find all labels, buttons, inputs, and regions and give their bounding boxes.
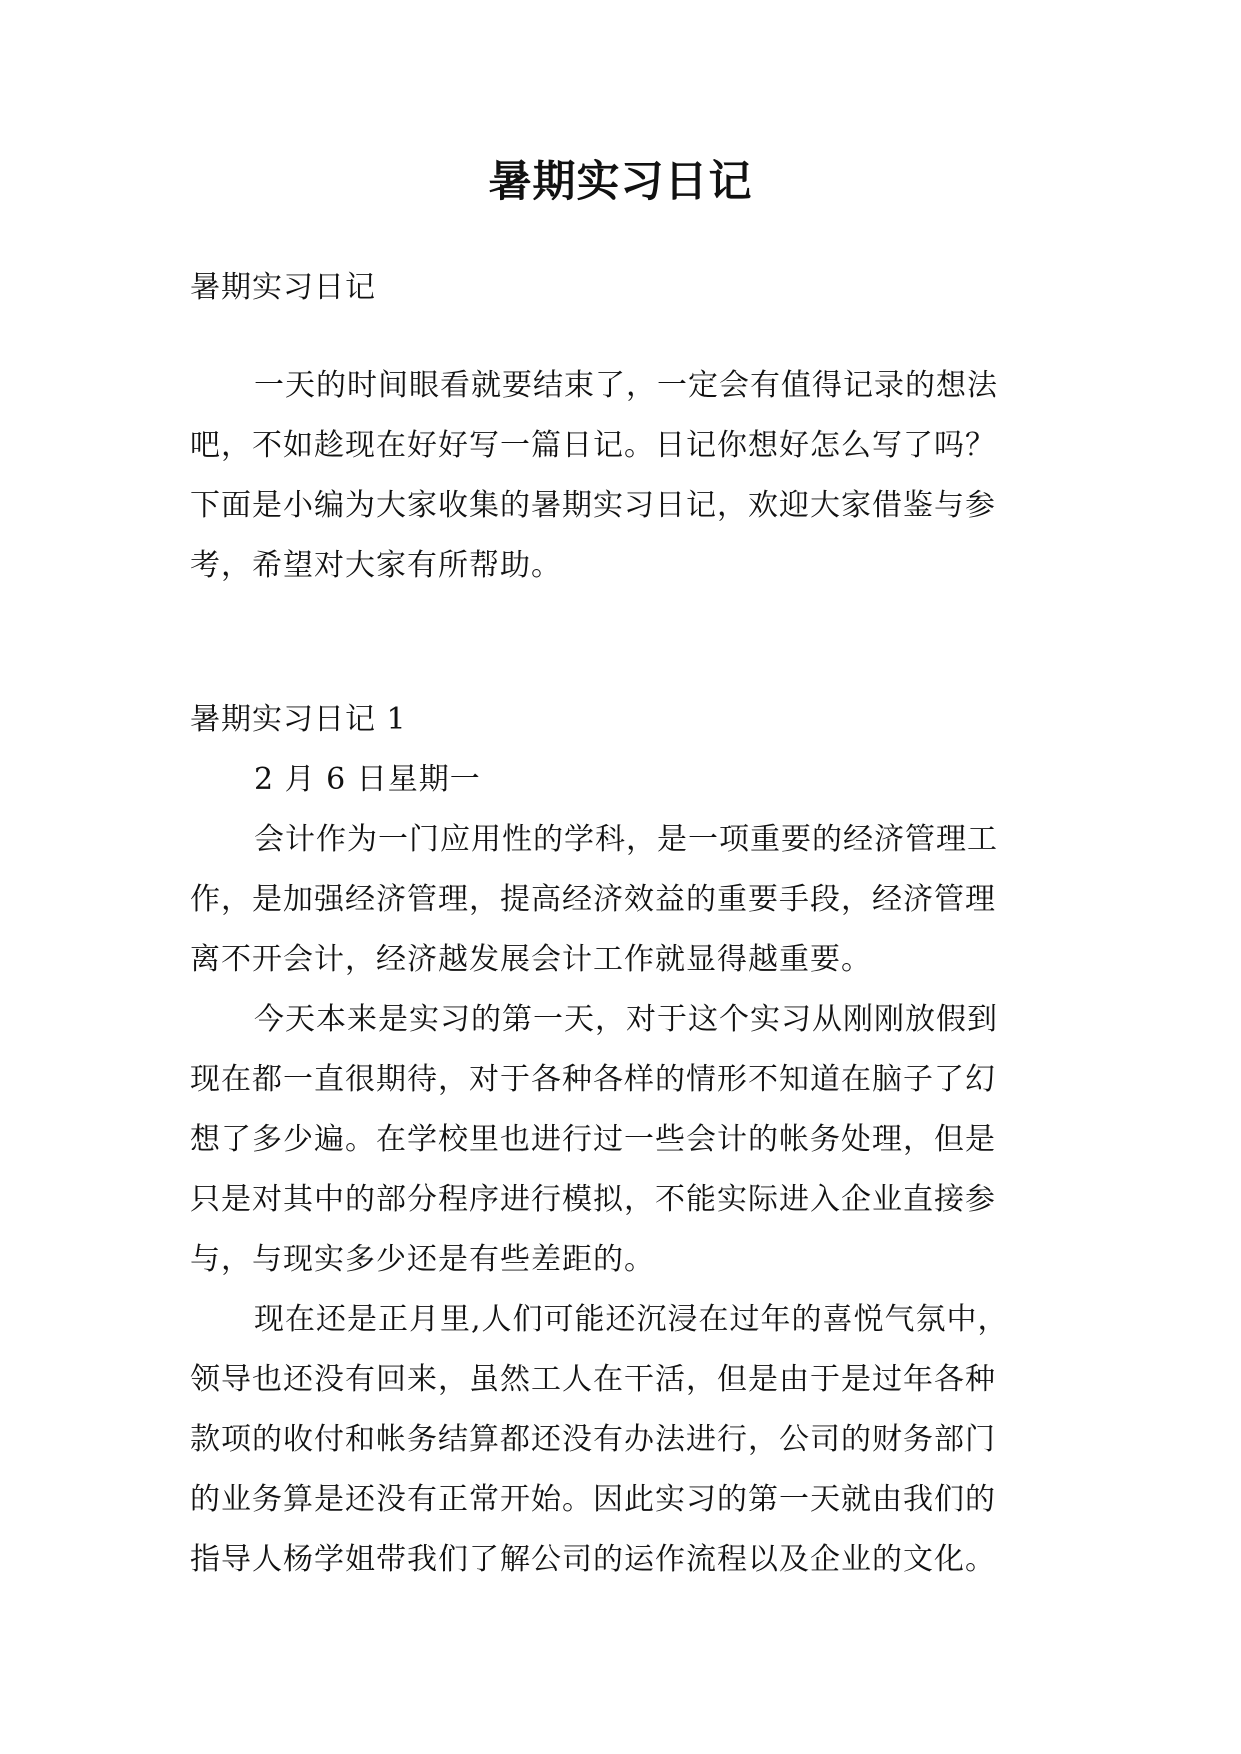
subtitle-line: 暑期实习日记 bbox=[190, 270, 376, 305]
paragraph-line: 考，希望对大家有所帮助。 bbox=[190, 548, 562, 583]
paragraph-line: 想了多少遍。在学校里也进行过一些会计的帐务处理，但是 bbox=[190, 1122, 996, 1157]
section-heading-line: 暑期实习日记 1 bbox=[190, 702, 407, 737]
paragraph-3 bbox=[190, 1290, 1060, 1590]
paragraph-line: 会计作为一门应用性的学科，是一项重要的经济管理工 bbox=[254, 822, 998, 857]
date-text: 2 月 6 日星期一 bbox=[254, 762, 481, 797]
paragraph-line: 与，与现实多少还是有些差距的。 bbox=[190, 1242, 655, 1277]
intro-paragraph bbox=[190, 356, 1060, 596]
paragraph-line: 吧，不如趁现在好好写一篇日记。日记你想好怎么写了吗？ bbox=[190, 428, 996, 463]
paragraph-line: 款项的收付和帐务结算都还没有办法进行，公司的财务部门 bbox=[190, 1422, 996, 1457]
paragraph-line: 今天本来是实习的第一天，对于这个实习从刚刚放假到 bbox=[254, 1002, 998, 1037]
document-subtitle bbox=[190, 258, 1060, 318]
paragraph-line: 现在都一直很期待，对于各种各样的情形不知道在脑子了幻 bbox=[190, 1062, 996, 1097]
paragraph-line: 指导人杨学姐带我们了解公司的运作流程以及企业的文化。 bbox=[190, 1542, 996, 1577]
paragraph-line: 只是对其中的部分程序进行模拟，不能实际进入企业直接参 bbox=[190, 1182, 996, 1217]
paragraph-2 bbox=[190, 990, 1060, 1290]
paragraph-line: 一天的时间眼看就要结束了，一定会有值得记录的想法 bbox=[254, 368, 998, 403]
paragraph-line: 现在还是正月里,人们可能还沉浸在过年的喜悦气氛中， bbox=[254, 1302, 1009, 1337]
paragraph-line: 离不开会计，经济越发展会计工作就显得越重要。 bbox=[190, 942, 872, 977]
paragraph-1 bbox=[190, 810, 1060, 990]
document-title: 暑期实习日记 bbox=[488, 157, 753, 207]
paragraph-line: 作，是加强经济管理，提高经济效益的重要手段，经济管理 bbox=[190, 882, 996, 917]
paragraph-line: 的业务算是还没有正常开始。因此实习的第一天就由我们的 bbox=[190, 1482, 996, 1517]
paragraph-line: 下面是小编为大家收集的暑期实习日记，欢迎大家借鉴与参 bbox=[190, 488, 996, 523]
date-line bbox=[190, 750, 1060, 810]
paragraph-line: 领导也还没有回来，虽然工人在干活，但是由于是过年各种 bbox=[190, 1362, 996, 1397]
section-heading bbox=[190, 690, 1060, 750]
